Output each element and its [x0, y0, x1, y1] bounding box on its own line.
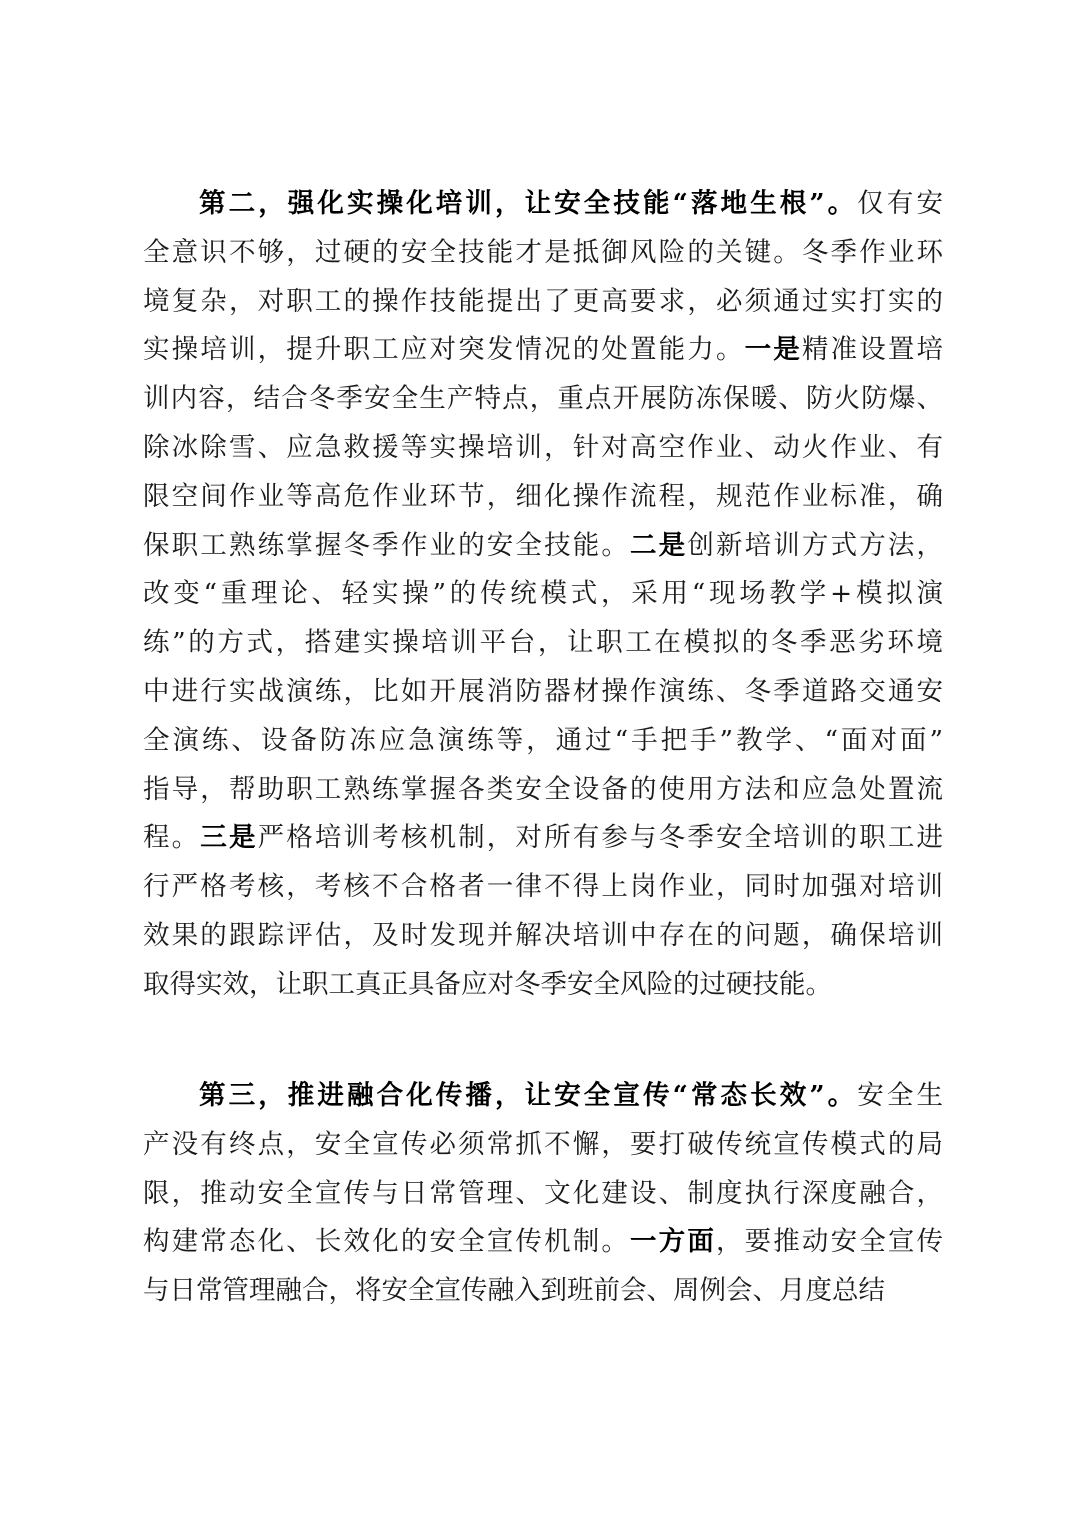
bold-text-run: 第三，推进融合化传播，让安全宣传“常态长效”。 [199, 1080, 858, 1111]
text-line [143, 963, 943, 1007]
text-run: 与日常管理融合，将安全宣传融入到班前会、周例会、月度总结 [143, 1275, 885, 1307]
text-line [143, 524, 943, 568]
bold-text-run: 一方面 [630, 1226, 716, 1258]
text-run: 安全生 [857, 1080, 943, 1111]
text-run: 程。 [143, 822, 201, 854]
text-run: 训内容，结合冬季安全生产特点，重点开展防冻保暖、防火防爆、 [143, 383, 943, 415]
text-line [143, 1269, 943, 1313]
text-run: 精准设置培 [801, 334, 943, 366]
text-run: 取得实效，让职工真正具备应对冬季安全风险的过硬技能。 [143, 968, 832, 1000]
text-line [143, 1220, 943, 1264]
text-run: 限，推动安全宣传与日常管理、文化建设、制度执行深度融合， [143, 1177, 943, 1209]
text-line [143, 865, 943, 909]
text-run: 限空间作业等高危作业环节，细化操作流程，规范作业标准，确 [143, 480, 943, 512]
text-run: ，要推动安全宣传 [715, 1226, 943, 1258]
bold-text-run: 一是 [744, 334, 802, 366]
text-run: 实操培训，提升职工应对突发情况的处置能力。 [143, 334, 745, 366]
text-line [143, 621, 943, 665]
text-run: 全意识不够，过硬的安全技能才是抵御风险的关键。冬季作业环 [143, 236, 943, 268]
bold-text-run: 三是 [200, 822, 258, 854]
text-run: 创新培训方式方法， [687, 529, 943, 561]
bold-text-run: 二是 [630, 529, 688, 561]
text-line [143, 426, 943, 470]
text-line [143, 1123, 943, 1167]
text-run: 效果的跟踪评估，及时发现并解决培训中存在的问题，确保培训 [143, 920, 943, 951]
text-line [143, 1172, 943, 1216]
text-line [143, 280, 943, 324]
bold-text-run: 第二，强化实操化培训，让安全技能“落地生根”。 [199, 188, 858, 219]
text-line [143, 719, 943, 763]
text-line [143, 328, 943, 372]
text-run: 仅有安 [857, 188, 943, 219]
text-line [143, 231, 943, 275]
text-line [143, 377, 943, 421]
text-run: 保职工熟练掌握冬季作业的安全技能。 [143, 529, 631, 561]
text-run: 指导，帮助职工熟练掌握各类安全设备的使用方法和应急处置流 [143, 773, 943, 805]
text-run: 全演练、设备防冻应急演练等，通过“手把手”教学、“面对面” [143, 724, 943, 756]
text-line [143, 816, 943, 860]
text-run: 改变“重理论、轻实操”的传统模式，采用“现场教学+模拟演 [143, 578, 943, 610]
text-run: 严格培训考核机制，对所有参与冬季安全培训的职工进 [257, 822, 943, 854]
text-line [143, 475, 943, 519]
text-run: 除冰除雪、应急救援等实操培训，针对高空作业、动火作业、有 [143, 432, 943, 463]
text-line [199, 182, 943, 226]
text-run: 产没有终点，安全宣传必须常抓不懈，要打破传统宣传模式的局 [143, 1128, 943, 1160]
text-run: 境复杂，对职工的操作技能提出了更高要求，必须通过实打实的 [143, 285, 943, 317]
text-line [199, 1074, 943, 1118]
text-line [143, 914, 943, 958]
text-run: 行严格考核，考核不合格者一律不得上岗作业，同时加强对培训 [143, 871, 943, 903]
text-line [143, 572, 943, 616]
text-line [143, 768, 943, 812]
text-line [143, 670, 943, 714]
text-run: 中进行实战演练，比如开展消防器材操作演练、冬季道路交通安 [143, 676, 943, 707]
text-run: 练”的方式，搭建实操培训平台，让职工在模拟的冬季恶劣环境 [143, 627, 943, 659]
text-run: 构建常态化、长效化的安全宣传机制。 [143, 1226, 631, 1258]
